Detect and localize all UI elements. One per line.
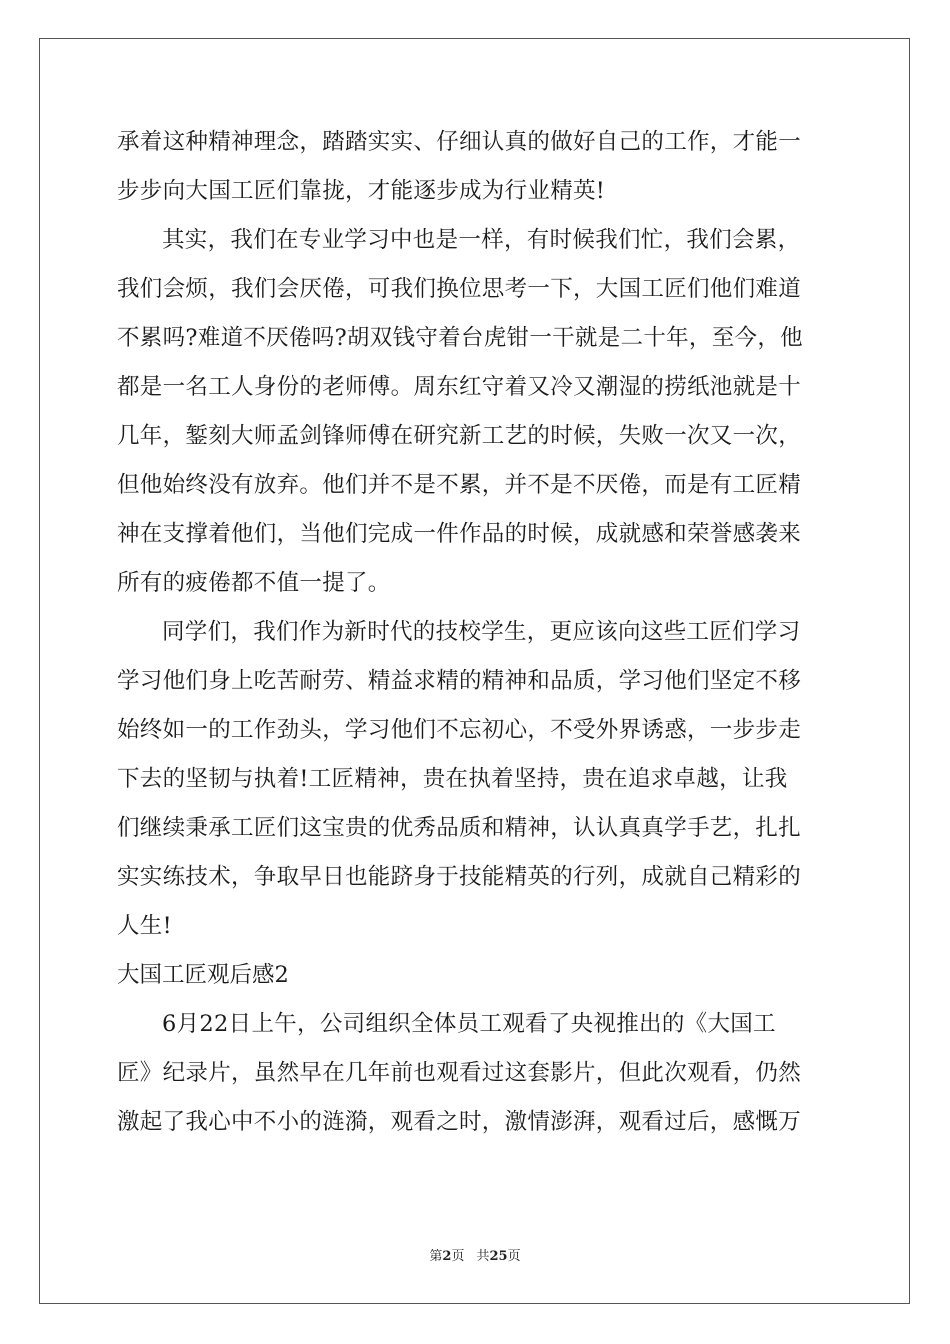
text-line: 始终如一的工作劲头，学习他们不忘初心，不受外界诱惑，一步步走 (117, 717, 802, 743)
text-line: 但他始终没有放弃。他们并不是不累，并不是不厌倦，而是有工匠精 (117, 472, 802, 498)
text-line: 匠》纪录片，虽然早在几年前也观看过这套影片，但此次观看，仍然 (117, 1060, 802, 1086)
text-line: 人生! (117, 913, 172, 939)
text-line: 学习他们身上吃苦耐劳、精益求精的精神和品质，学习他们坚定不移 (117, 668, 802, 694)
page-footer (0, 1245, 950, 1264)
total-label-suffix: 页 (507, 1249, 521, 1264)
text-line: 激起了我心中不小的涟漪，观看之时，激情澎湃，观看过后，感慨万 (117, 1109, 802, 1135)
page-label-suffix: 页 (451, 1249, 465, 1264)
text-line: 步步向大国工匠们靠拢，才能逐步成为行业精英! (117, 178, 606, 204)
paragraph-start-line: 同学们，我们作为新时代的技校学生，更应该向这些工匠们学习 (162, 619, 801, 645)
text-line: 承着这种精神理念，踏踏实实、仔细认真的做好自己的工作，才能一 (117, 129, 802, 155)
paragraph-start-line: 6月22日上午，公司组织全体员工观看了央视推出的《大国工 (162, 1011, 776, 1037)
text-line: 下去的坚韧与执着!工匠精神，贵在执着坚持，贵在追求卓越，让我 (117, 766, 788, 792)
page-label-prefix: 第 (429, 1249, 443, 1264)
total-pages: 25 (489, 1249, 508, 1264)
section-heading: 大国工匠观后感2 (117, 962, 289, 988)
total-label-prefix: 共 (476, 1249, 490, 1264)
paragraph-start-line: 其实，我们在专业学习中也是一样，有时候我们忙，我们会累， (162, 227, 801, 253)
text-line: 神在支撑着他们，当他们完成一件作品的时候，成就感和荣誉感袭来 (117, 521, 802, 547)
text-line: 不累吗?难道不厌倦吗?胡双钱守着台虎钳一干就是二十年，至今，他 (117, 325, 803, 351)
text-line: 都是一名工人身份的老师傅。周东红守着又冷又潮湿的捞纸池就是十 (117, 374, 802, 400)
text-line: 几年，錾刻大师孟剑锋师傅在研究新工艺的时候，失败一次又一次， (117, 423, 802, 449)
text-line: 所有的疲倦都不值一提了。 (117, 570, 391, 596)
text-line: 我们会烦，我们会厌倦，可我们换位思考一下，大国工匠们他们难道 (117, 276, 802, 302)
page-number: 2 (442, 1249, 452, 1264)
text-line: 们继续秉承工匠们这宝贵的优秀品质和精神，认认真真学手艺，扎扎 (117, 815, 802, 841)
text-line: 实实练技术，争取早日也能跻身于技能精英的行列，成就自己精彩的 (117, 864, 802, 890)
